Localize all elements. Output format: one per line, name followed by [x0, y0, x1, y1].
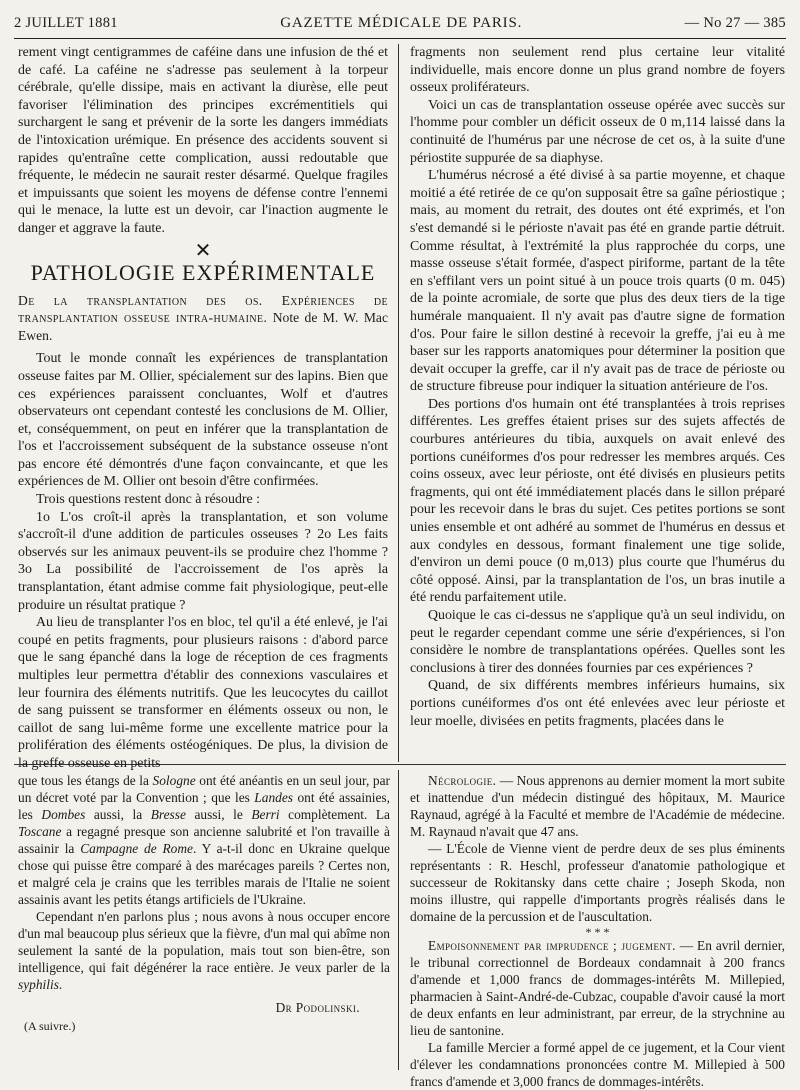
marshes-paragraph — [18, 772, 390, 908]
place-campagne-de-rome: Campagne de Rome — [80, 841, 193, 856]
asterism-ornament: * * * — [585, 925, 610, 939]
header-page-number: 385 — [763, 14, 786, 31]
article-subhead-title: De la transplantation des os. Expériences de transplantation osseuse intra-humaine. — [18, 292, 388, 326]
article-subhead-note: Note de M. W. Mac Ewen. — [18, 310, 388, 343]
header-rule — [14, 38, 786, 39]
page-header — [14, 10, 786, 36]
appeal-paragraph: La famille Mercier a formé appel de ce jugement, et la Cour vient d'élever les condamnations prononcées contre M. Millepied à 500 francs d'amende et 3,000 francs de dommages-intérêts. — [410, 1040, 785, 1089]
top-right-column — [410, 44, 785, 730]
text-run: a regagné presque son ancienne salubrité et l'on travaille à assainir la — [18, 824, 390, 856]
necrology-paragraph — [410, 772, 785, 840]
ornament-cross: ✕ — [194, 237, 212, 262]
author-signature — [18, 999, 390, 1016]
term-syphilis: syphilis — [18, 977, 59, 992]
place-toscane: Toscane — [18, 824, 62, 839]
text-run: aussi, le — [185, 807, 252, 822]
bottom-right-column — [410, 772, 785, 1090]
text-run: complètement. La — [279, 807, 390, 822]
vienna-paragraph: — L'École de Vienne vient de perdre deux de ses plus éminents représentants : R. Heschl, professeur d'anatomie pathologique et successeur de Rokitansky dans cette chaire ; Joseph Skoda, non moins illustre, qui rappelle d'importants progrès réalisés dans le domaine de la percussion et de l'auscultation. — [410, 841, 785, 924]
header-date: 2 JUILLET 1881 — [14, 14, 118, 31]
text-run: ont été assainies, les — [18, 790, 390, 822]
place-dombes: Dombes — [41, 807, 86, 822]
caffeine-paragraph: rement vingt centigrammes de caféine dans une infusion de thé et de café. La caféine ne s'adresse pas seulement à la torpeur cérébrale, qu'elle dissipe, mais en activant la diurèse, elle peut favoriser l'élimination des principes excrémentitiels qui surchargent le sang et prévenir de la sorte les dangers immédiats de l'intoxication urémique. En présence des accidents souvent si rapides qu'entraîne cette complication, aussi redoutable que fréquente, le médecin ne saurait rester désarmé. Quelque fragiles et impuissants que soient les moyens de défense contre l'ennemi qui le menace, la lutte est un devoir, car l'inaction augmente le danger et aggrave la faute. — [18, 45, 388, 236]
case-paragraph: Voici un cas de transplantation osseuse opérée avec succès sur l'homme pour combler un déficit osseux de 0 m,114 laissé dans la continuité de l'humérus par une nécrose de cet os, à la suite d'une périostite suppurée de sa diaphyse. — [410, 97, 785, 166]
text-run: . — [58, 977, 63, 992]
necrology-text: — Nous apprenons au dernier moment la mort subite et inattendue d'un médecin distingué des hôpitaux, M. Maurice Raynaud, agrégé à la Faculté et membre de l'Académie de médecine. M. Raynaud n'avait que 47 ans. — [410, 773, 785, 839]
section-title: PATHOLOGIE EXPÉRIMENTALE — [30, 259, 376, 285]
necrology-label: Nécrologie. — [428, 773, 497, 788]
text-run: aussi, la — [85, 807, 151, 822]
questions-paragraph: Trois questions restent donc à résoudre : — [36, 492, 261, 508]
poisoning-label: Empoisonnement par imprudence ; jugement. — [428, 938, 676, 953]
header-issue-page — [685, 15, 786, 32]
bottom-left-column — [18, 772, 390, 1035]
article-subhead — [18, 292, 388, 345]
syphilis-paragraph — [18, 908, 390, 993]
place-sologne: Sologne — [152, 773, 196, 788]
text-run: . Y a-t-il donc en Ukraine quelque chose qui puisse être comparé à des marécages pareils ? Certes non, et malgré cela je crains que les terribles marais de l'Italie ne soient assainis avant les petits étangs artificiels de l'Ukraine. — [18, 841, 390, 907]
text-run: que tous les étangs de la — [18, 773, 153, 788]
conclusion-paragraph: Quand, de six différents membres inférieurs humains, six portions cunéiformes d'os ont été enlevées avec leur périoste et leur moelle, divisées en petits fragments, placées dans le — [410, 678, 785, 729]
top-left-column — [18, 44, 388, 773]
series-paragraph: Quoique le cas ci-dessus ne s'applique qu'à un seul individu, on peut le regarder cependant comme une série d'expériences, si l'on considère le nombre de transplantations opérées. Quelles sont les conclusions à tirer des données fournies par ces expériences ? — [410, 608, 785, 676]
text-run: ont été anéantis en un seul jour, par un décret voté par la Convention ; que les — [18, 773, 390, 805]
poisoning-paragraph — [410, 937, 785, 1039]
place-berri: Berri — [251, 807, 280, 822]
header-title: GAZETTE MÉDICALE DE PARIS. — [280, 14, 523, 31]
place-landes: Landes — [254, 790, 293, 805]
place-bresse: Bresse — [150, 807, 186, 822]
to-be-continued: (A suivre.) — [24, 1019, 76, 1033]
header-issue: — No 27 — — [684, 14, 760, 31]
fragments-paragraph: fragments non seulement rend plus certaine leur vitalité individuelle, mais encore donne un plus grand nombre de foyers osseux prolifératеurs. — [410, 45, 785, 96]
intro-paragraph: Tout le monde connaît les expériences de transplantation osseuse faites par M. Ollier, spécialement sur des lapins. Bien que ces expériences paraissent concluantes, Wolf et d'autres observateurs ont cependant contesté les conclusions de M. Ollier, et, conséquemment, on peut en inférer que la transplantation de l'os et l'accroissement subséquent de la substance osseuse n'ont pas encore été démontrés d'une façon convaincante, et que les expériences de M. Ollier ont besoin d'être confirmées. — [18, 351, 388, 490]
method-paragraph: Au lieu de transplanter l'os en bloc, tel qu'il a été enlevé, je l'ai coupé en petits fragments, pour plusieurs raisons : d'abord parce que le sang épanché dans la loge de réception de ces fragments multiples leur permettra d'établir des connexions vasculaires et leur fournira des éléments nutritifs. Que les leucocytes du caillot de sang puissent se transformer en éléments osseux ou non, le caillot de sang lui-même forme une excellente matrice pour la prolifération des éléments ostéogéniques. De plus, la division de la greffe osseuse en petits — [18, 615, 388, 771]
author-name: Dr Podolinski. — [275, 1000, 360, 1015]
humerus-paragraph: L'humérus nécrosé a été divisé à sa partie moyenne, et chaque moitié a été retirée de ce qu'on supposait être sa gaîne périostique ; mais, au moment du retrait, des doutes ont été exprimés, et l'on s'est demandé si le périoste n'avait pas été en grande partie détruit. Comme résultat, à l'extrémité la plus rapprochée du corps, une masse osseuse s'était formée, d'aspect piriforme, partant de la tête en s'effilant vers un point situé à un pouce trois quarts (0 m. 045) de la pointe acromiale, de sorte que plus des deux tiers de la tige humérale manquaient. Il n'y avait pas d'autre signe de formation d'os. Pour faire le sillon destiné à recevoir la greffe, j'ai eu à me baser sur les rapports anatomiques pour déterminer la position que devait occuper la greffe, car il n'y avait pas de trace de périoste ou de structure fibreuse pour indiquer la situation antérieure de l'os. — [410, 168, 785, 395]
poisoning-text: — En avril dernier, le tribunal correctionnel de Bordeaux condamnait à 200 francs d'amende et 1,000 francs de dommages-intérêts M. Millepied, pharmacien à Saint-André-de-Cubzac, coupable d'avoir causé la mort de deux enfants en leur administrant, par erreur, de la strychnine au lieu de santonine. — [410, 938, 785, 1038]
text-run: Cependant n'en parlons plus ; nous avons à nous occuper encore d'un mal beaucoup plus sérieux que la fièvre, d'un mal qui abîme non seulement la santé de la population, mais tout son bien-être, son intelligence, qui fait dégénérer la race entière. Je veux parler de la — [18, 909, 390, 975]
column-divider-bottom — [398, 770, 399, 1070]
column-divider-top — [398, 44, 399, 762]
questions-list-paragraph: 1o L'os croît-il après la transplantation, et son volume s'accroît-il d'une addition de particules osseuses ? 2o Les faits observés sur les animaux peuvent-ils se produire chez l'homme ? 3o La possibilité de l'accroissement de l'os après la transplantation, étant admise comme fait physiologique, peut-elle produire un résultat pratique ? — [18, 509, 388, 613]
portions-paragraph: Des portions d'os humain ont été transplantées à trois reprises différentes. Les greffes étaient prises sur des sujets affectés de courbures antérieures du tibia, auxquels on avait enlevé des portions cunéiformes d'os pour redresser les membres arqués. Ces coins osseux, avec leur périoste, ont été divisés en plusieurs petits fragments, qui ont été immédiatement placés dans le sillon préparé pour les recevoir dans le bras du sujet. Ces petites portions se sont unies ensemble et ont adhéré au sommet de l'humérus en dessus et aux condyles en dessous, formant finalement une tige solide, d'environ un demi pouce (0 m,013) plus courte que l'humérus du côté opposé. Ainsi, par la transplantation de l'os, un bras inutile a été rendu parfaitement utile. — [410, 396, 785, 606]
